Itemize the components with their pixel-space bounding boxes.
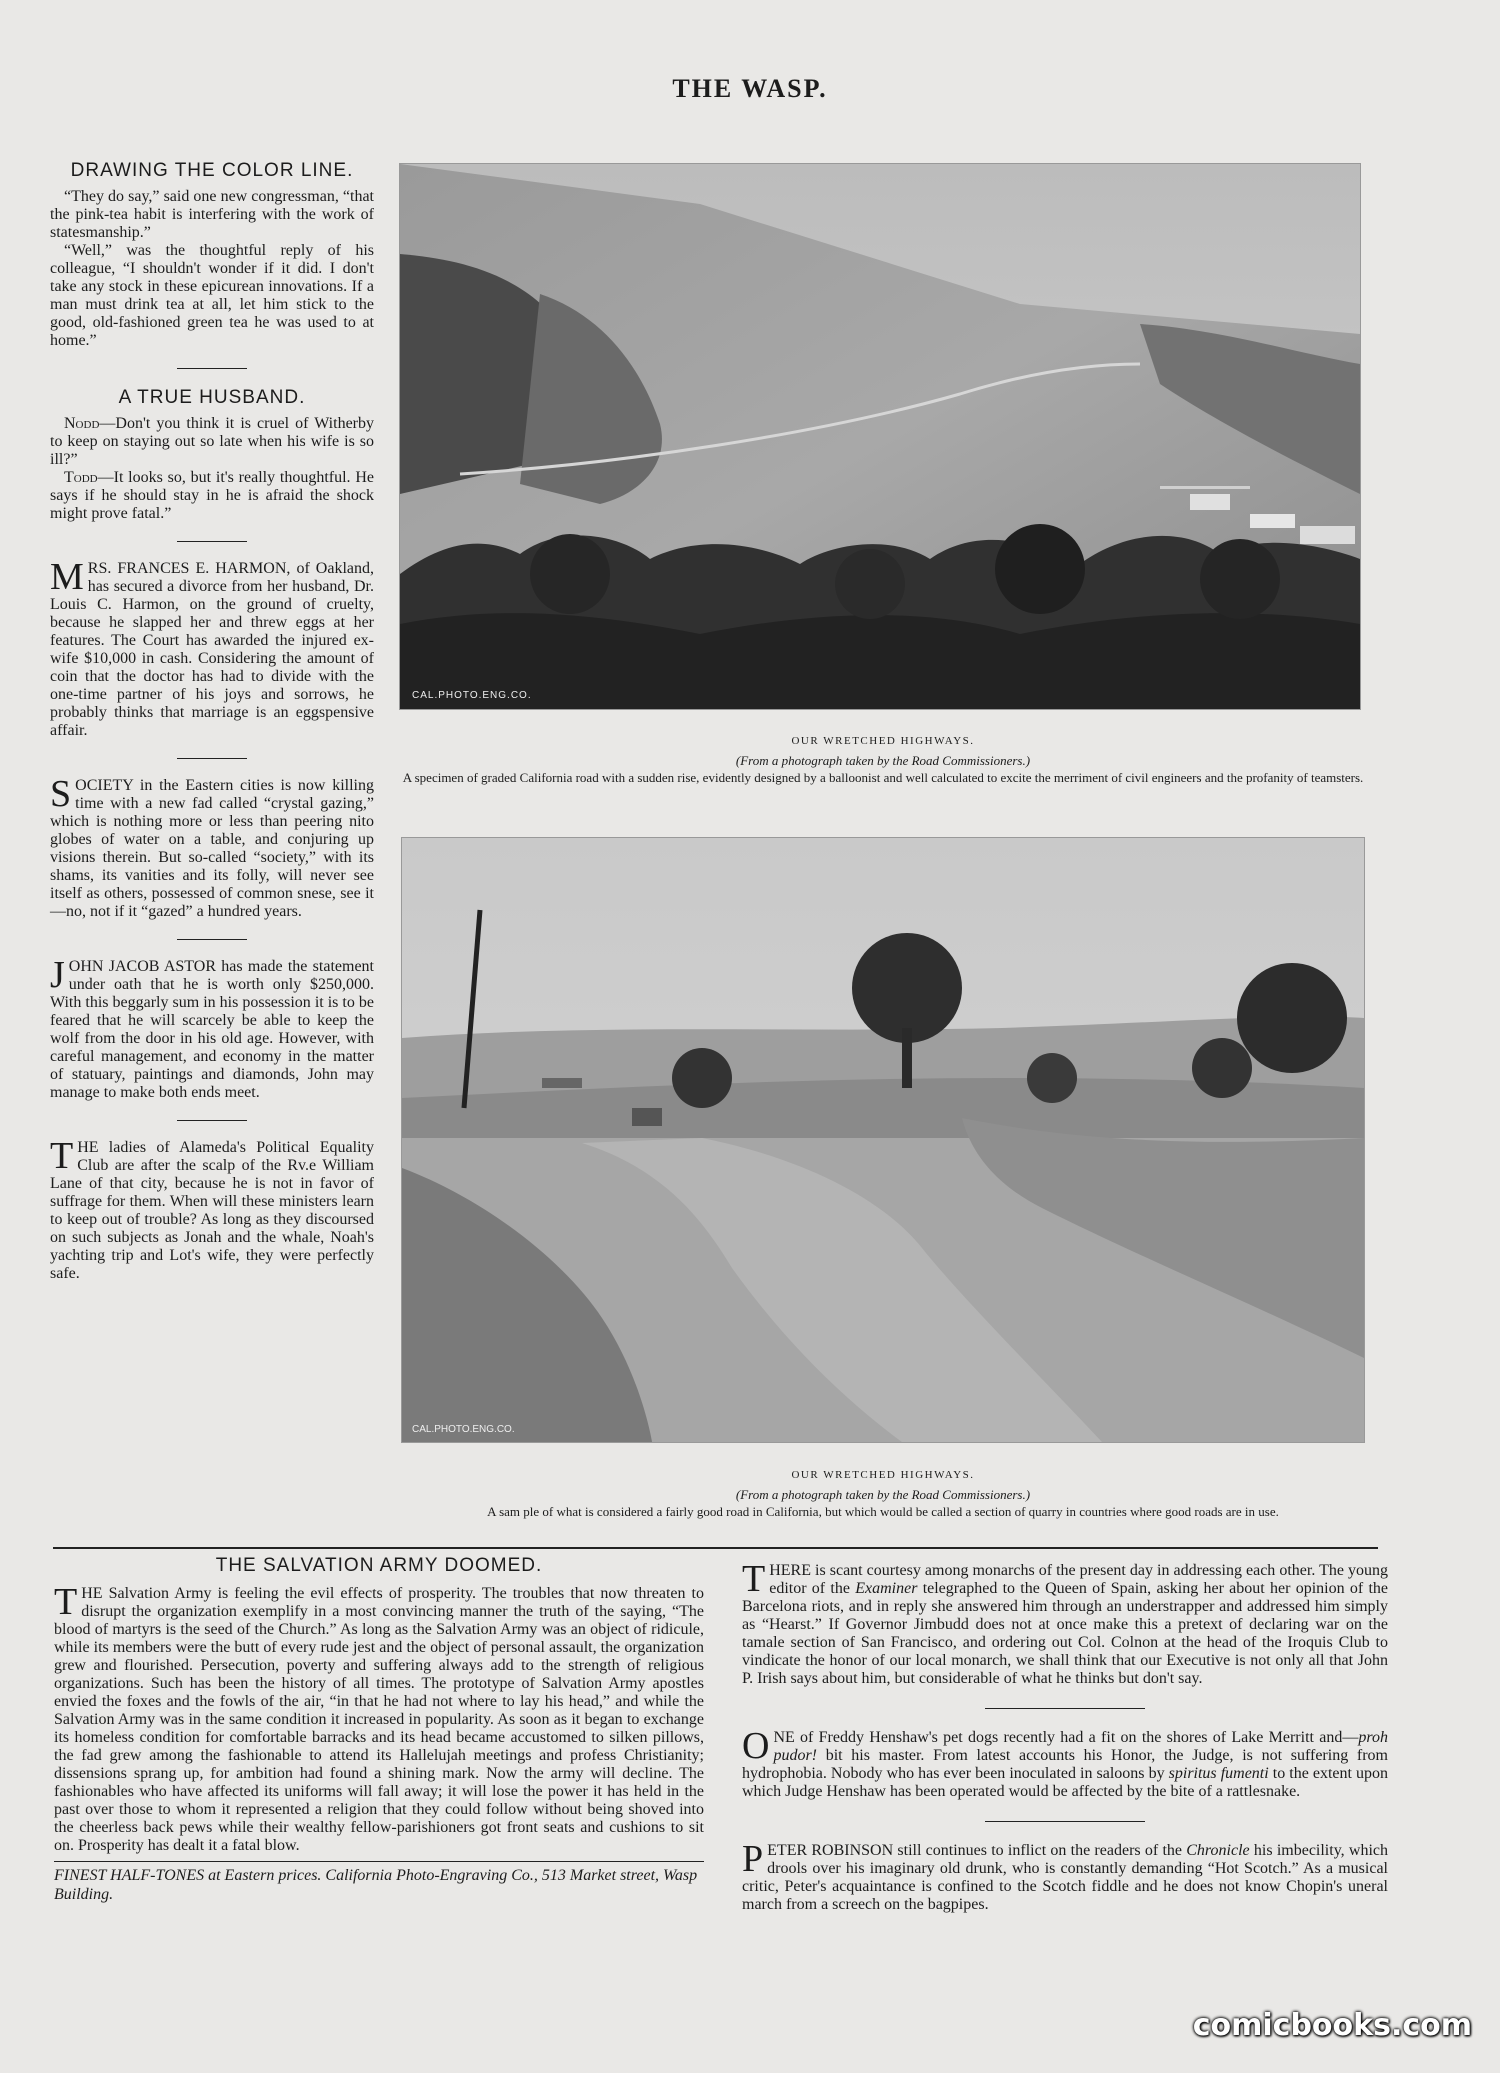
article-society: [50, 773, 374, 921]
body-text: ladies of Alameda's Political Equality Club are after the scalp of the Rv.e William Lane of that city, because he is not in favor of suffrage for them. When will these ministers learn to keep out of trouble? As long as they discoursed on such subjects as Jonah and the whale, Noah's yachting trip and Lot's wife, they were perfectly safe.: [50, 1139, 374, 1282]
body-text: HERE is scant courtesy among monarchs of the present day in addressing each other. The young editor of the: [769, 1562, 1388, 1597]
site-watermark: comicbooks.com: [1192, 2008, 1472, 2043]
article-paragraph: “They do say,” said one new congressman, “that the pink-tea habit is interfering with the work of statesmanship.”: [50, 188, 374, 241]
photo-caption-1: [378, 734, 1388, 785]
divider: [985, 1821, 1145, 1822]
engraving-credit: CAL.PHOTO.ENG.CO.: [412, 690, 532, 701]
section-divider: [53, 1547, 1378, 1549]
lead-in: HE: [77, 1139, 99, 1156]
right-column-notes: [742, 1558, 1389, 1914]
article-paragraph: [50, 415, 374, 469]
body-text: of Oakland, has secured a divorce from her husband, Dr. Louis C. Harmon, on the ground of cruelty, because he slapped her and threw eggs at her features. The Court has awarded the injured ex-wife $10,000 in cash. Considering the amount of coin that the doctor has had to divide with the one-time partner of his joys and sorrows, he probably thinks that marriage is an eggspensive affair.: [50, 560, 375, 739]
body-text: in the Eastern cities is now killing time with a new fad called “crystal gazing,” which is nothing more or less than peering nito globes of water on a table, and conjuring up visions therein. But so-called “society,” with its shams, its vanities and its folly, will never see itself as others, possessed of common snese, see it—no, not if it “gazed” a hundred years.: [50, 777, 374, 920]
lead-in: OCIETY: [75, 777, 134, 794]
article-paragraph: [50, 773, 374, 921]
divider: [177, 1120, 247, 1121]
caption-title: OUR WRETCHED HIGHWAYS.: [791, 1469, 975, 1481]
divider: [985, 1708, 1145, 1709]
article-heading: DRAWING THE COLOR LINE.: [70, 160, 354, 181]
speech: —Don't you think it is cruel of Witherby to keep on staying out so late when his wife is so ill?”: [50, 415, 374, 468]
caption-description: A specimen of graded California road with a sudden rise, evidently designed by a balloonist and well calculated to excite the merriment of civil engineers and the profanity of teamsters.: [402, 770, 1364, 785]
drop-cap: S: [50, 773, 72, 815]
drop-cap: P: [742, 1838, 764, 1880]
caption-title: OUR WRETCHED HIGHWAYS.: [791, 735, 975, 747]
drop-cap: T: [50, 1135, 74, 1177]
article-true-husband: [50, 387, 374, 523]
body-text: his imbecility, which drools over his imaginary old drunk, who is constantly demanding “Hot Scotch.” As a musical critic, Peter's acquaintance is confined to the Scotch fiddle and he does not know Chopin's uneral march from a screech on the bagpipes.: [742, 1842, 1389, 1913]
body-text: bit his master. From latest accounts his Honor, the Judge, is not suffering from hydrophobia. Nobody who has ever been inoculated in saloons by: [742, 1747, 1388, 1782]
caption-source: (From a photograph taken by the Road Commissioners.): [735, 1487, 1031, 1502]
article-henshaw: [742, 1725, 1388, 1801]
latin-phrase: proh pudor!: [773, 1729, 1388, 1764]
drop-cap: O: [742, 1725, 770, 1767]
body-text: HE Salvation Army is feeling the evil effects of prosperity. The troubles that now threaten to disrupt the organization exemplify in a most convincing manner the truth of the saying, “The blood of martyrs is the seed of the Church.” As long as the Salvation Army was an object of ridicule, while its members were the butt of every rude jest and the object of personal assault, the organization grew and flourished. Persecution, poverty and suffering always add to the strength of religious organizations. Such has been the history of all times. The prototype of Salvation Army apostles envied the foxes and the fowls of the air, “in that he had not where to lay his head,” and while the Salvation Army was in the same condition it increased in popularity. As soon as it began to exchange its homeless condition for comfortable barracks and its head became accustomed to silken pillows, the fad grew among the fashionable to attend its Hallelujah meetings and profess Christianity; dissensions sprang up, for ambition had found a shining mark. Now the army will decline. The fashionables who have affected its uniforms will fall away; it will lose the power it has held in the past over those to whom it represented a religion that they could follow without being shoved into the cheerless back pews while their wealthy fellow-parishioners got front seats and cushions to sit on. Prosperity has dealt it a fatal blow.: [54, 1585, 704, 1854]
photo-caption-2: [378, 1468, 1388, 1519]
latin-phrase: spiritus fumenti: [1168, 1765, 1269, 1782]
article-robinson: [742, 1838, 1389, 1914]
article-paragraph: [54, 1581, 704, 1855]
masthead: THE WASP.: [672, 74, 828, 103]
article-paragraph: “Well,” was the thoughtful reply of his colleague, “I shouldn't wonder if it did. I don't take any stock in these epicurean innovations. If a man must drink tea at all, let him stick to the good, old-fashioned green tea he was used to at home.”: [50, 242, 374, 349]
body-text: has made the statement under oath that he is worth only $250,000. With this beggarly sum in his possession it is to be feared that he will scarcely be able to keep the wolf from the door in his old age. However, with careful management, and economy in the matter of statuary, paintings and diamonds, John may manage to make both ends meet.: [50, 958, 374, 1101]
article-paragraph: [50, 556, 375, 740]
left-column: [50, 160, 374, 1283]
speaker-name: Nodd: [64, 415, 100, 432]
lead-in: RS. FRANCES E. HARMON,: [87, 560, 291, 577]
newspaper-name: Chronicle: [1186, 1842, 1250, 1859]
speech: —It looks so, but it's really thoughtful. He says if he should stay in he is afraid the shock might prove fatal.”: [50, 469, 374, 522]
drop-cap: T: [742, 1558, 766, 1600]
engraving-credit: CAL.PHOTO.ENG.CO.: [412, 1424, 515, 1435]
caption-description: A sam ple of what is considered a fairly good road in California, but which would be called a section of quarry in countries where good roads are in use.: [487, 1504, 1279, 1519]
article-heading: A TRUE HUSBAND.: [118, 387, 306, 408]
article-paragraph: [50, 954, 374, 1102]
body-text: telegraphed to the Queen of Spain, asking her about her opinion of the Barcelona riots, and in reply she answered him through an understrapper and addressed him simply as “Hearst.” If Governor Jimbudd does not at once make this a pretext of declaring war on the tamale section of San Francisco, and ordering out Col. Colnon at the head of the Iroquis Club to vindicate the honor of our local monarch, we shall think that our Executive is not only all that John P. Irish says about him, but considerable of what he thinks but don't say.: [742, 1580, 1388, 1687]
divider: [177, 541, 247, 542]
article-courtesy: [742, 1558, 1388, 1688]
drop-cap: M: [50, 556, 84, 598]
body-text: ETER ROBINSON still continues to inflict on the readers of the: [767, 1842, 1187, 1859]
article-alameda: [50, 1135, 374, 1283]
advertisement: FINEST HALF-TONES at Eastern prices. California Photo-Engraving Co., 513 Market street, Wasp Building.: [54, 1861, 704, 1904]
article-astor: [50, 954, 374, 1102]
lead-in: OHN JACOB ASTOR: [68, 958, 216, 975]
drop-cap: T: [54, 1581, 78, 1623]
article-heading: THE SALVATION ARMY DOOMED.: [215, 1555, 543, 1576]
divider: [177, 939, 247, 940]
divider: [177, 368, 247, 369]
country-road-image: [402, 838, 1364, 1442]
drop-cap: J: [50, 954, 65, 996]
body-text: to the extent upon which Judge Henshaw has been operated would be affected by the bite of a rattlesnake.: [742, 1765, 1388, 1800]
article-drawing-color-line: [50, 160, 374, 350]
article-paragraph: [50, 469, 374, 523]
speaker-name: Todd: [64, 469, 98, 486]
article-harmon: [50, 556, 375, 740]
hillside-road-image: [400, 164, 1360, 709]
body-text: NE of Freddy Henshaw's pet dogs recently had a fit on the shores of Lake Merritt and—: [773, 1729, 1359, 1746]
article-salvation-army: [54, 1555, 704, 1904]
divider: [177, 758, 247, 759]
newspaper-name: Examiner: [855, 1580, 918, 1597]
photo-graded-road: [399, 163, 1361, 710]
article-paragraph: [50, 1135, 374, 1283]
caption-source: (From a photograph taken by the Road Commissioners.): [735, 753, 1031, 768]
photo-quarry-road: [401, 837, 1365, 1443]
